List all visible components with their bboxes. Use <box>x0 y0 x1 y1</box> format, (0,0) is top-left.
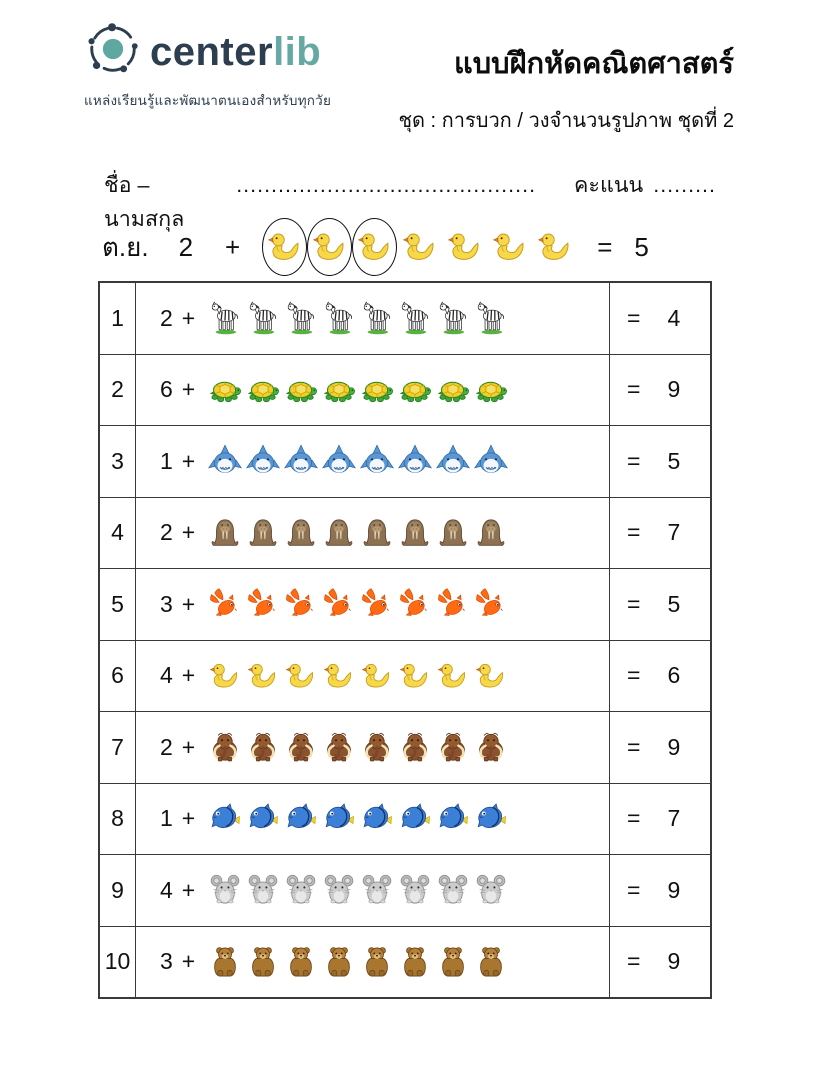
plus-sign: + <box>181 447 196 474</box>
animal-slot <box>442 218 487 276</box>
zebra-icon <box>208 301 242 335</box>
equals-sign: = <box>627 662 641 689</box>
bluefish-icon <box>322 802 356 836</box>
bluefish-icon <box>436 802 470 836</box>
duck-icon <box>436 659 470 693</box>
row-result: 5 <box>667 590 681 617</box>
plus-sign: + <box>181 805 196 832</box>
row-equation <box>136 855 609 926</box>
walrus-icon <box>322 516 356 550</box>
row-number: 3 <box>100 426 136 497</box>
row-equation <box>136 784 609 855</box>
turtle-icon <box>284 373 318 407</box>
brand-tagline: แหล่งเรียนรู้และพัฒนาตนเองสำหรับทุกวัย <box>84 93 332 108</box>
row-icons <box>208 516 508 550</box>
mouse-icon <box>322 873 356 907</box>
duck-icon <box>246 659 280 693</box>
row-addend: 2 <box>160 519 173 546</box>
circle-mark <box>262 218 307 276</box>
zebra-icon <box>284 301 318 335</box>
equals-sign: = <box>627 948 641 975</box>
row-result: 7 <box>667 805 681 832</box>
mouse-icon <box>208 873 242 907</box>
mouse-icon <box>284 873 318 907</box>
row-result-cell <box>609 355 710 426</box>
table-row <box>100 711 710 783</box>
equals-sign: = <box>627 304 641 331</box>
walrus-icon <box>284 516 318 550</box>
row-equation <box>136 712 609 783</box>
header-titles <box>314 40 734 136</box>
row-number: 4 <box>100 498 136 569</box>
table-row <box>100 568 710 640</box>
zebra-icon <box>246 301 280 335</box>
duck-icon <box>356 228 394 266</box>
row-icons <box>208 873 508 907</box>
animal-slot <box>397 218 442 276</box>
goldfish-icon <box>208 587 242 621</box>
duck-icon <box>401 228 439 266</box>
row-result-cell <box>609 784 710 855</box>
bluefish-icon <box>360 802 394 836</box>
duck-icon <box>322 659 356 693</box>
bluefish-icon <box>284 802 318 836</box>
equals-sign: = <box>597 231 613 262</box>
duck-icon <box>536 228 574 266</box>
plus-sign: + <box>181 733 196 760</box>
zebra-icon <box>398 301 432 335</box>
walrus-icon <box>360 516 394 550</box>
row-result: 5 <box>667 447 681 474</box>
row-result-cell <box>609 283 710 354</box>
row-result-cell <box>609 855 710 926</box>
equals-sign: = <box>627 805 641 832</box>
centerlib-logo <box>84 20 331 111</box>
circle-mark <box>307 218 352 276</box>
turtle-icon <box>246 373 280 407</box>
mouse-icon <box>474 873 508 907</box>
row-number: 5 <box>100 569 136 640</box>
mammoth-icon <box>208 730 242 764</box>
turtle-icon <box>474 373 508 407</box>
plus-sign: + <box>181 376 196 403</box>
row-addend: 2 <box>160 304 173 331</box>
equals-sign: = <box>627 447 641 474</box>
equals-sign: = <box>627 519 641 546</box>
row-result-cell <box>609 712 710 783</box>
worksheet-rows <box>100 283 710 997</box>
duck-icon <box>284 659 318 693</box>
turtle-icon <box>322 373 356 407</box>
plus-sign: + <box>225 231 241 262</box>
row-icons <box>208 301 508 335</box>
walrus-icon <box>436 516 470 550</box>
shark-icon <box>208 444 242 478</box>
table-row <box>100 783 710 855</box>
centerlib-orbit-icon <box>84 20 142 83</box>
bluefish-icon <box>208 802 242 836</box>
table-row <box>100 640 710 712</box>
equals-sign: = <box>627 590 641 617</box>
circle-mark <box>352 218 397 276</box>
mouse-icon <box>246 873 280 907</box>
name-blank: ........................................... <box>236 173 537 197</box>
row-icons <box>208 659 508 693</box>
mouse-icon <box>360 873 394 907</box>
brand-primary: center <box>150 29 274 74</box>
row-addend: 1 <box>160 447 173 474</box>
row-number: 10 <box>100 927 136 998</box>
shark-icon <box>246 444 280 478</box>
zebra-icon <box>322 301 356 335</box>
row-result: 9 <box>667 948 681 975</box>
equals-sign: = <box>627 876 641 903</box>
example-icons <box>262 218 577 276</box>
goldfish-icon <box>436 587 470 621</box>
row-equation <box>136 569 609 640</box>
row-icons <box>208 802 508 836</box>
bear-icon <box>322 945 356 979</box>
walrus-icon <box>398 516 432 550</box>
bear-icon <box>398 945 432 979</box>
score-blank: ......... <box>653 173 716 197</box>
row-number: 9 <box>100 855 136 926</box>
plus-sign: + <box>181 876 196 903</box>
goldfish-icon <box>246 587 280 621</box>
mouse-icon <box>436 873 470 907</box>
plus-sign: + <box>181 304 196 331</box>
example-addend: 2 <box>178 231 194 262</box>
brand-name <box>150 29 322 74</box>
table-row <box>100 854 710 926</box>
bluefish-icon <box>246 802 280 836</box>
shark-icon <box>398 444 432 478</box>
goldfish-icon <box>398 587 432 621</box>
row-number: 8 <box>100 784 136 855</box>
walrus-icon <box>246 516 280 550</box>
row-icons <box>208 945 508 979</box>
mammoth-icon <box>284 730 318 764</box>
table-row <box>100 926 710 998</box>
row-icons <box>208 444 508 478</box>
shark-icon <box>322 444 356 478</box>
mammoth-icon <box>398 730 432 764</box>
plus-sign: + <box>181 662 196 689</box>
walrus-icon <box>474 516 508 550</box>
animal-slot <box>532 218 577 276</box>
bear-icon <box>284 945 318 979</box>
row-result-cell <box>609 498 710 569</box>
shark-icon <box>436 444 470 478</box>
bear-icon <box>474 945 508 979</box>
duck-icon <box>266 228 304 266</box>
row-result-cell <box>609 641 710 712</box>
duck-icon <box>311 228 349 266</box>
row-result: 7 <box>667 519 681 546</box>
zebra-icon <box>436 301 470 335</box>
goldfish-icon <box>322 587 356 621</box>
row-number: 1 <box>100 283 136 354</box>
mammoth-icon <box>474 730 508 764</box>
equals-sign: = <box>627 376 641 403</box>
row-result: 9 <box>667 376 681 403</box>
mammoth-icon <box>436 730 470 764</box>
worksheet-table <box>98 281 712 999</box>
row-result: 9 <box>667 876 681 903</box>
row-addend: 3 <box>160 948 173 975</box>
row-equation <box>136 498 609 569</box>
row-result-cell <box>609 426 710 497</box>
plus-sign: + <box>181 948 196 975</box>
row-result-cell <box>609 927 710 998</box>
table-row <box>100 354 710 426</box>
duck-icon <box>398 659 432 693</box>
example-result: 5 <box>634 231 649 262</box>
goldfish-icon <box>360 587 394 621</box>
row-addend: 1 <box>160 805 173 832</box>
goldfish-icon <box>474 587 508 621</box>
shark-icon <box>360 444 394 478</box>
mammoth-icon <box>322 730 356 764</box>
duck-icon <box>208 659 242 693</box>
goldfish-icon <box>284 587 318 621</box>
table-row <box>100 497 710 569</box>
shark-icon <box>284 444 318 478</box>
row-equation <box>136 355 609 426</box>
bluefish-icon <box>398 802 432 836</box>
mouse-icon <box>398 873 432 907</box>
table-row <box>100 425 710 497</box>
row-addend: 4 <box>160 662 173 689</box>
shark-icon <box>474 444 508 478</box>
zebra-icon <box>474 301 508 335</box>
row-addend: 3 <box>160 590 173 617</box>
row-equation <box>136 283 609 354</box>
score-label: คะแนน <box>574 173 644 197</box>
row-icons <box>208 587 508 621</box>
row-result: 4 <box>667 304 681 331</box>
animal-slot <box>487 218 532 276</box>
row-number: 2 <box>100 355 136 426</box>
turtle-icon <box>398 373 432 407</box>
page-subtitle: ชุด : การบวก / วงจำนวนรูปภาพ ชุดที่ 2 <box>398 110 734 132</box>
row-icons <box>208 730 508 764</box>
bear-icon <box>360 945 394 979</box>
duck-icon <box>474 659 508 693</box>
mammoth-icon <box>246 730 280 764</box>
duck-icon <box>491 228 529 266</box>
plus-sign: + <box>181 590 196 617</box>
row-equation <box>136 927 609 998</box>
row-number: 6 <box>100 641 136 712</box>
row-equation <box>136 426 609 497</box>
row-result-cell <box>609 569 710 640</box>
example-row <box>102 214 649 280</box>
row-addend: 2 <box>160 733 173 760</box>
name-label: ชื่อ – นามสกุล <box>104 173 185 231</box>
bluefish-icon <box>474 802 508 836</box>
brand-secondary: lib <box>273 29 322 74</box>
duck-icon <box>446 228 484 266</box>
bear-icon <box>208 945 242 979</box>
page-title: แบบฝึกหัดคณิตศาสตร์ <box>454 48 734 80</box>
walrus-icon <box>208 516 242 550</box>
example-label: ต.ย. <box>102 231 149 262</box>
row-result: 6 <box>667 662 681 689</box>
bear-icon <box>246 945 280 979</box>
row-icons <box>208 373 508 407</box>
plus-sign: + <box>181 519 196 546</box>
row-equation <box>136 641 609 712</box>
turtle-icon <box>360 373 394 407</box>
row-addend: 4 <box>160 876 173 903</box>
row-number: 7 <box>100 712 136 783</box>
equals-sign: = <box>627 733 641 760</box>
mammoth-icon <box>360 730 394 764</box>
table-row <box>100 283 710 354</box>
duck-icon <box>360 659 394 693</box>
turtle-icon <box>436 373 470 407</box>
turtle-icon <box>208 373 242 407</box>
bear-icon <box>436 945 470 979</box>
row-addend: 6 <box>160 376 173 403</box>
row-result: 9 <box>667 733 681 760</box>
zebra-icon <box>360 301 394 335</box>
